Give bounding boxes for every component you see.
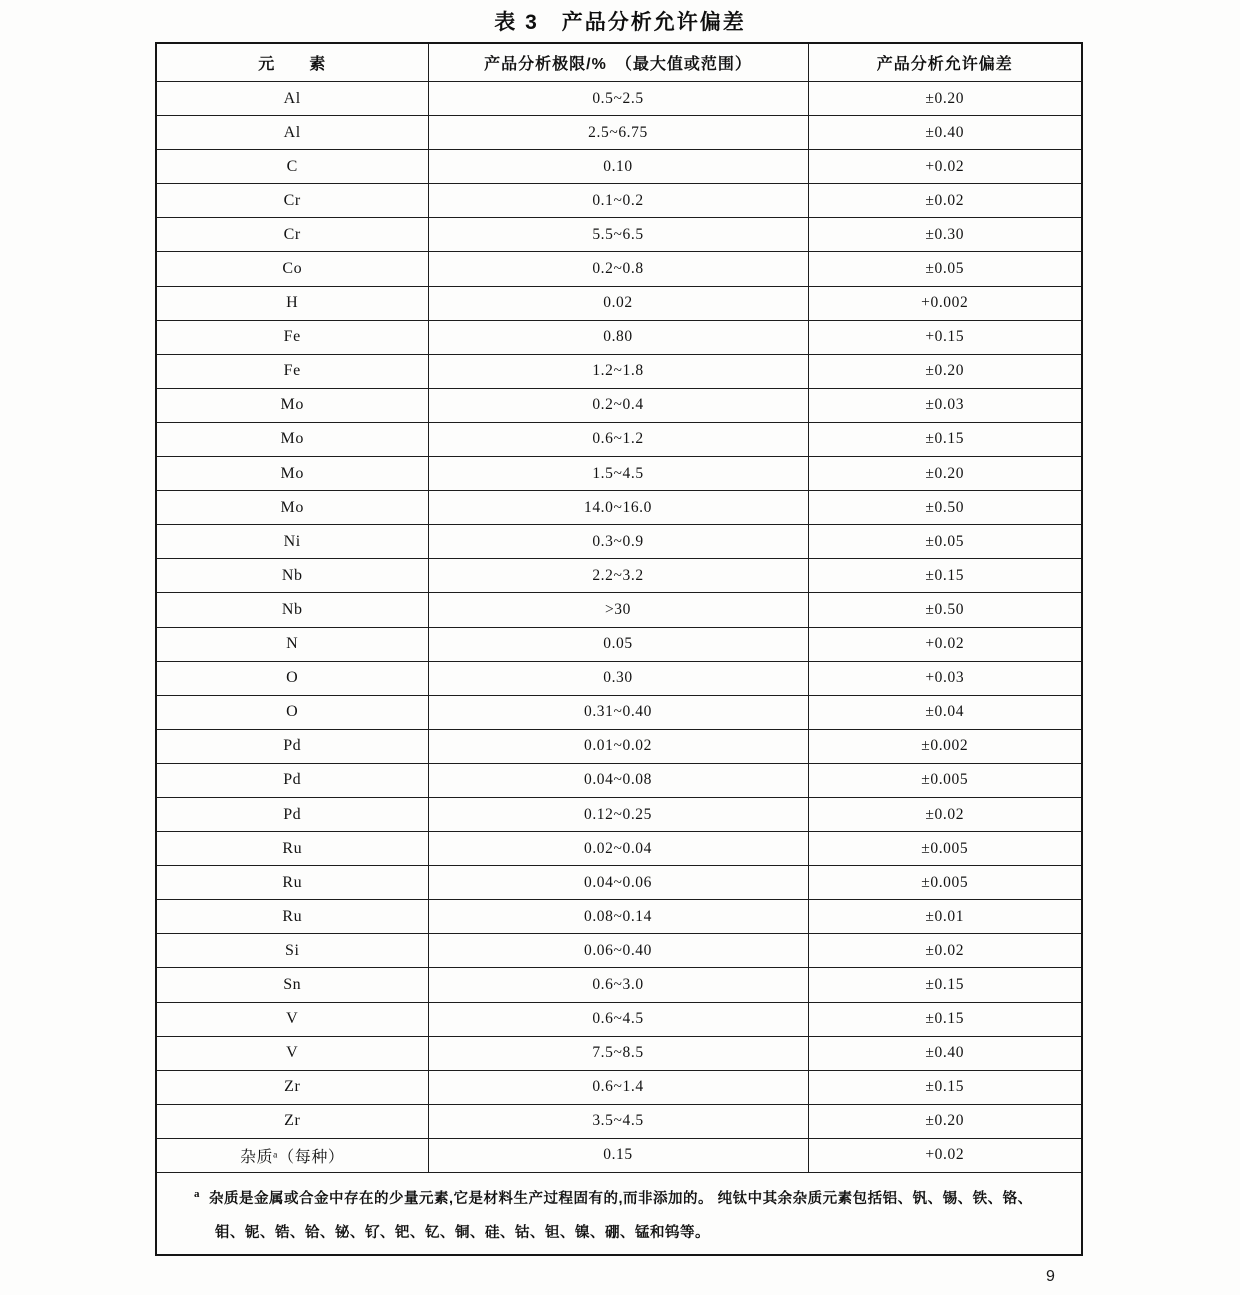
table-row <box>156 422 1082 456</box>
limit-cell: >30 <box>428 593 808 627</box>
table-header-row <box>156 43 1082 82</box>
limit-cell: 0.08~0.14 <box>428 900 808 934</box>
limit-cell: 0.6~1.4 <box>428 1070 808 1104</box>
limit-cell: 0.05 <box>428 627 808 661</box>
limit-cell: 0.02~0.04 <box>428 832 808 866</box>
deviation-cell: +0.02 <box>808 150 1082 184</box>
limit-cell: 0.1~0.2 <box>428 184 808 218</box>
element-cell: Sn <box>156 968 428 1002</box>
element-cell: Nb <box>156 593 428 627</box>
deviation-cell: ±0.20 <box>808 1104 1082 1138</box>
element-cell: Mo <box>156 388 428 422</box>
limit-cell: 0.04~0.06 <box>428 866 808 900</box>
deviation-cell: ±0.005 <box>808 763 1082 797</box>
footnote-body: 杂质是金属或合金中存在的少量元素,它是材料生产过程固有的,而非添加的。 纯钛中其余杂质元素包括铝、钒、锡、铁、铬、钼、铌、锆、铪、铋、钌、钯、钇、铜、硅、钴、钽、镍、硼、锰和钨等。 <box>209 1190 1033 1241</box>
limit-cell: 0.01~0.02 <box>428 729 808 763</box>
deviation-cell: ±0.02 <box>808 184 1082 218</box>
table-row <box>156 491 1082 525</box>
element-cell: Zr <box>156 1104 428 1138</box>
limit-cell: 0.31~0.40 <box>428 695 808 729</box>
element-cell: Ru <box>156 900 428 934</box>
limit-cell: 0.80 <box>428 320 808 354</box>
deviation-cell: ±0.40 <box>808 116 1082 150</box>
table-row <box>156 832 1082 866</box>
element-cell: Mo <box>156 457 428 491</box>
deviation-cell: ±0.50 <box>808 593 1082 627</box>
deviation-cell: ±0.20 <box>808 354 1082 388</box>
table-row <box>156 934 1082 968</box>
page-number: 9 <box>1046 1268 1055 1285</box>
deviation-cell: ±0.01 <box>808 900 1082 934</box>
limit-cell: 0.02 <box>428 286 808 320</box>
table-row <box>156 218 1082 252</box>
deviation-cell: ±0.002 <box>808 729 1082 763</box>
column-header-analysis-limit: 产品分析极限/% （最大值或范围） <box>428 43 808 82</box>
deviation-cell: ±0.15 <box>808 1002 1082 1036</box>
limit-cell: 0.10 <box>428 150 808 184</box>
deviation-cell: +0.02 <box>808 1138 1082 1172</box>
limit-cell: 3.5~4.5 <box>428 1104 808 1138</box>
deviation-cell: +0.02 <box>808 627 1082 661</box>
limit-cell: 1.5~4.5 <box>428 457 808 491</box>
table-body <box>156 82 1082 1173</box>
element-cell: Pd <box>156 729 428 763</box>
element-cell: O <box>156 695 428 729</box>
table-row <box>156 286 1082 320</box>
element-cell: Cr <box>156 218 428 252</box>
deviation-cell: ±0.15 <box>808 422 1082 456</box>
limit-cell: 5.5~6.5 <box>428 218 808 252</box>
element-cell: Nb <box>156 559 428 593</box>
limit-cell: 0.06~0.40 <box>428 934 808 968</box>
deviation-cell: ±0.02 <box>808 797 1082 831</box>
deviation-cell: ±0.005 <box>808 832 1082 866</box>
table-row <box>156 82 1082 116</box>
limit-cell: 0.2~0.4 <box>428 388 808 422</box>
footnote-row <box>156 1173 1082 1255</box>
table-row <box>156 1138 1082 1172</box>
deviation-cell: ±0.40 <box>808 1036 1082 1070</box>
element-cell: Ni <box>156 525 428 559</box>
deviation-cell: ±0.03 <box>808 388 1082 422</box>
table-row <box>156 661 1082 695</box>
limit-cell: 0.12~0.25 <box>428 797 808 831</box>
limit-cell: 0.3~0.9 <box>428 525 808 559</box>
deviation-cell: ±0.04 <box>808 695 1082 729</box>
element-cell: Fe <box>156 320 428 354</box>
limit-cell: 7.5~8.5 <box>428 1036 808 1070</box>
footnote-cell <box>156 1173 1082 1255</box>
element-cell: H <box>156 286 428 320</box>
limit-cell: 0.5~2.5 <box>428 82 808 116</box>
table-row <box>156 150 1082 184</box>
analysis-deviation-table <box>155 42 1083 1256</box>
deviation-cell: ±0.50 <box>808 491 1082 525</box>
element-cell: Ru <box>156 832 428 866</box>
deviation-cell: ±0.02 <box>808 934 1082 968</box>
table-row <box>156 388 1082 422</box>
element-cell: N <box>156 627 428 661</box>
deviation-cell: +0.15 <box>808 320 1082 354</box>
element-cell: Ru <box>156 866 428 900</box>
limit-cell: 0.2~0.8 <box>428 252 808 286</box>
element-cell: Pd <box>156 797 428 831</box>
element-cell: Cr <box>156 184 428 218</box>
table-row <box>156 968 1082 1002</box>
limit-cell: 14.0~16.0 <box>428 491 808 525</box>
table-row <box>156 866 1082 900</box>
table-row <box>156 559 1082 593</box>
table-row <box>156 729 1082 763</box>
table-row <box>156 252 1082 286</box>
deviation-cell: ±0.15 <box>808 559 1082 593</box>
element-cell: 杂质ᵃ（每种） <box>156 1138 428 1172</box>
element-cell: O <box>156 661 428 695</box>
element-cell: Fe <box>156 354 428 388</box>
table-row <box>156 1002 1082 1036</box>
table-row <box>156 900 1082 934</box>
footnote <box>157 1173 1081 1254</box>
limit-cell: 2.5~6.75 <box>428 116 808 150</box>
deviation-cell: ±0.15 <box>808 968 1082 1002</box>
element-cell: Pd <box>156 763 428 797</box>
element-cell: V <box>156 1036 428 1070</box>
element-cell: Al <box>156 82 428 116</box>
deviation-cell: ±0.005 <box>808 866 1082 900</box>
limit-cell: 0.6~4.5 <box>428 1002 808 1036</box>
deviation-cell: ±0.20 <box>808 457 1082 491</box>
deviation-cell: +0.002 <box>808 286 1082 320</box>
deviation-cell: ±0.15 <box>808 1070 1082 1104</box>
deviation-cell: ±0.05 <box>808 525 1082 559</box>
limit-cell: 0.6~3.0 <box>428 968 808 1002</box>
element-cell: Co <box>156 252 428 286</box>
element-cell: Mo <box>156 491 428 525</box>
limit-cell: 1.2~1.8 <box>428 354 808 388</box>
element-cell: Al <box>156 116 428 150</box>
limit-cell: 0.30 <box>428 661 808 695</box>
table-row <box>156 525 1082 559</box>
table-title: 表 3 产品分析允许偏差 <box>494 11 746 34</box>
table-row <box>156 763 1082 797</box>
limit-cell: 0.04~0.08 <box>428 763 808 797</box>
footnote-marker: a <box>194 1188 200 1200</box>
deviation-cell: ±0.30 <box>808 218 1082 252</box>
limit-cell: 0.15 <box>428 1138 808 1172</box>
table-row <box>156 593 1082 627</box>
column-header-permissible-deviation: 产品分析允许偏差 <box>808 43 1082 82</box>
table-row <box>156 695 1082 729</box>
deviation-cell: ±0.20 <box>808 82 1082 116</box>
table-row <box>156 627 1082 661</box>
deviation-cell: +0.03 <box>808 661 1082 695</box>
limit-cell: 2.2~3.2 <box>428 559 808 593</box>
element-cell: Zr <box>156 1070 428 1104</box>
element-cell: Si <box>156 934 428 968</box>
limit-cell: 0.6~1.2 <box>428 422 808 456</box>
table-row <box>156 1104 1082 1138</box>
element-cell: V <box>156 1002 428 1036</box>
column-header-element: 元 素 <box>156 43 428 82</box>
table-row <box>156 457 1082 491</box>
table-row <box>156 797 1082 831</box>
table-row <box>156 1070 1082 1104</box>
table-row <box>156 320 1082 354</box>
table-row <box>156 184 1082 218</box>
deviation-cell: ±0.05 <box>808 252 1082 286</box>
element-cell: Mo <box>156 422 428 456</box>
table-row <box>156 354 1082 388</box>
table-row <box>156 1036 1082 1070</box>
element-cell: C <box>156 150 428 184</box>
table-row <box>156 116 1082 150</box>
